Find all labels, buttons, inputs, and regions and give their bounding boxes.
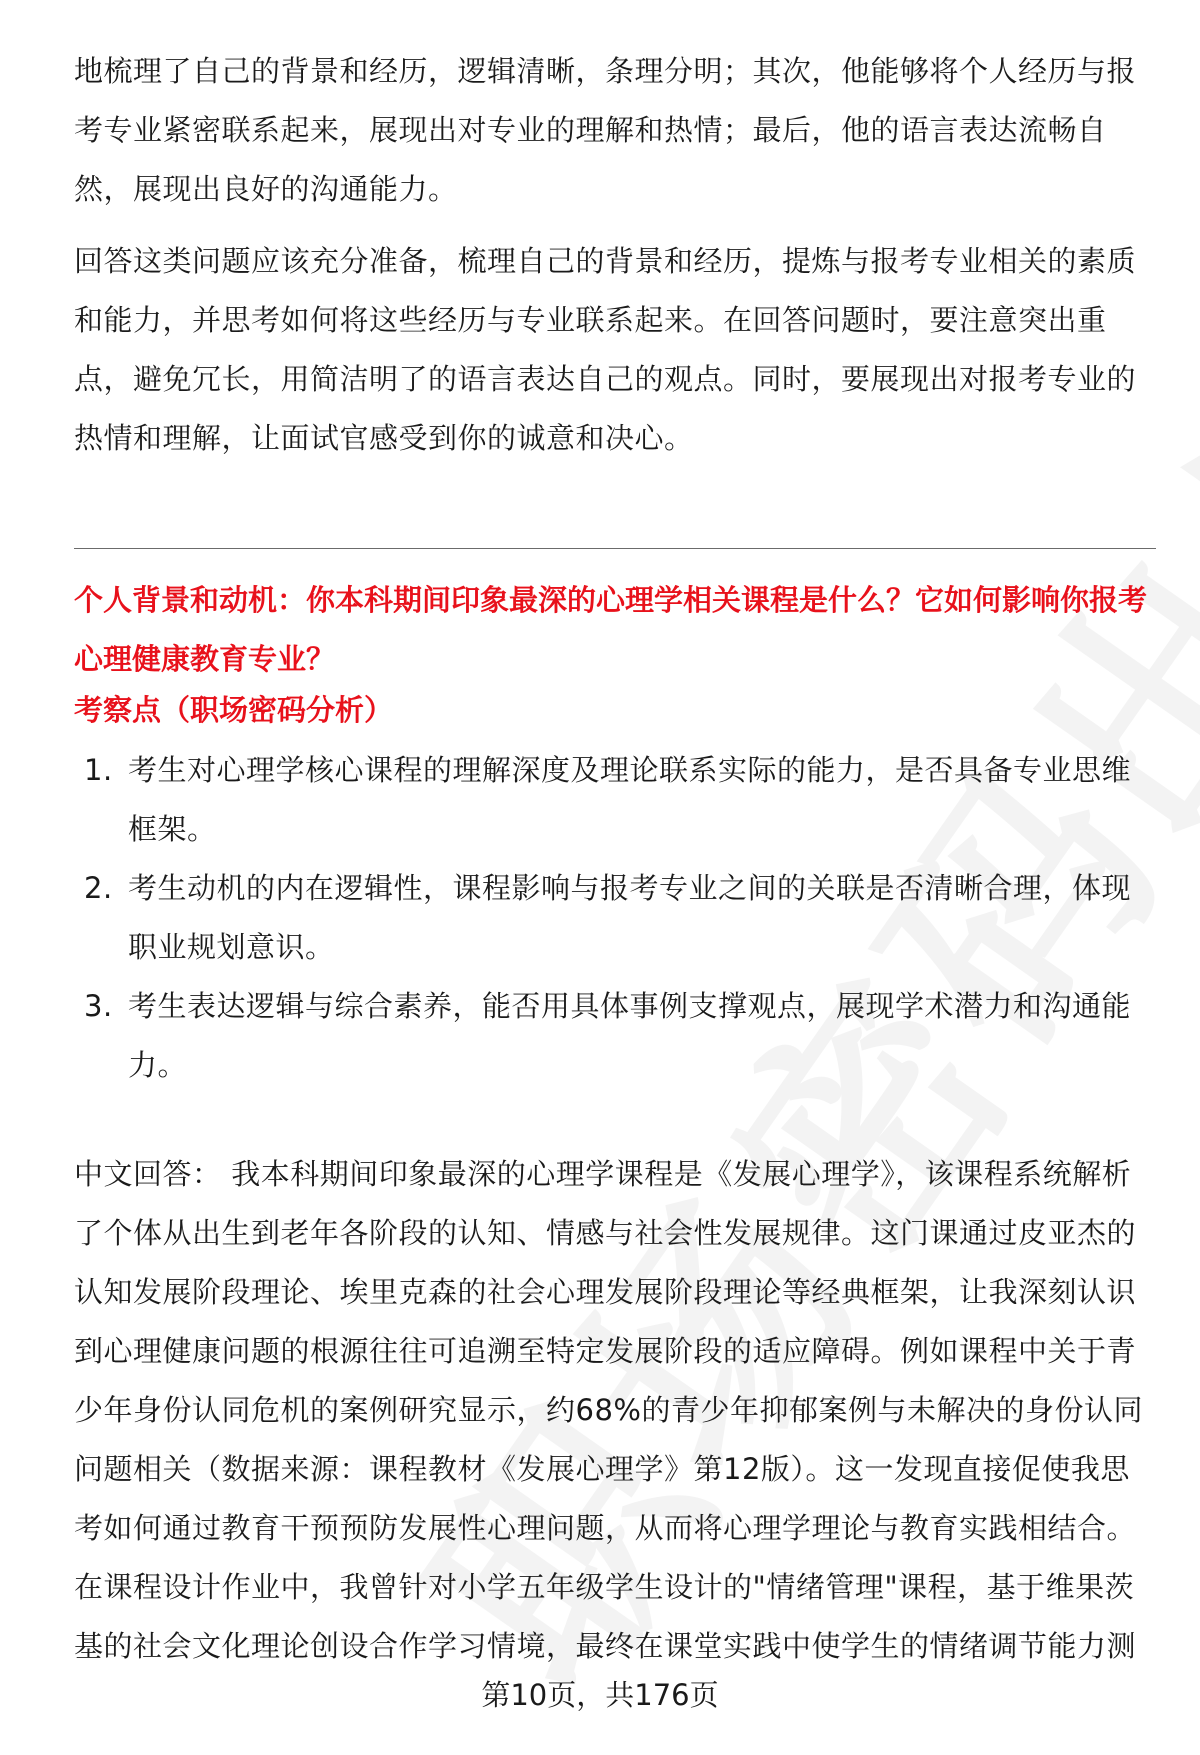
list-item-text: 考生表达逻辑与综合素养，能否用具体事例支撑观点，展现学术潜力和沟通能力。 <box>128 989 1132 1082</box>
section-heading: 考察点（职场密码分析） <box>74 693 394 727</box>
page-footer: 第10页，共176页 <box>481 1678 719 1712</box>
list-item-text: 考生动机的内在逻辑性，课程影响与报考专业之间的关联是否清晰合理，体现职业规划意识。 <box>128 871 1132 964</box>
list-item-number: 1. <box>84 753 113 787</box>
list-item-text: 考生对心理学核心课程的理解深度及理论联系实际的能力，是否具备专业思维框架。 <box>128 753 1132 846</box>
paragraph-advice: 回答这类问题应该充分准备，梳理自己的背景和经历，提炼与报考专业相关的素质和能力，并思考如何将这些经历与专业联系起来。在回答问题时，要注意突出重点，避免冗长，用简洁明了的语言表达自己的观点。同时，要展现出对报考专业的热情和理解，让面试官感受到你的诚意和决心。 <box>74 244 1137 455</box>
section-divider <box>74 548 1156 549</box>
list-item <box>74 741 1156 859</box>
list-item <box>74 977 1156 1095</box>
list-item <box>74 859 1156 977</box>
assessment-points-list <box>74 741 1156 1095</box>
answer-paragraph: 中文回答： 我本科期间印象最深的心理学课程是《发展心理学》，该课程系统解析了个体从出生到老年各阶段的认知、情感与社会性发展规律。这门课通过皮亚杰的认知发展阶段理论、埃里克森的社会心理发展阶段理论等经典框架，让我深刻认识到心理健康问题的根源往往可追溯至特定发展阶段的适应障碍。例如课程中关于青少年身份认同危机的案例研究显示，约68%的青少年抑郁案例与未解决的身份认同问题相关（数据来源：课程教材《发展心理学》第12版）。这一发现直接促使我思考如何通过教育干预预防发展性心理问题，从而将心理学理论与教育实践相结合。在课程设计作业中，我曾针对小学五年级学生设计的"情绪管理"课程，基于维果茨基的社会文化理论创设合作学习情境，最终在课堂实践中使学生的情绪调节能力测 <box>74 1157 1143 1663</box>
question-heading: 个人背景和动机：你本科期间印象最深的心理学相关课程是什么？它如何影响你报考心理健康教育专业？ <box>74 583 1148 676</box>
paragraph-continued: 地梳理了自己的背景和经历，逻辑清晰，条理分明；其次，他能够将个人经历与报考专业紧密联系起来，展现出对专业的理解和热情；最后，他的语言表达流畅自然，展现出良好的沟通能力。 <box>74 54 1137 206</box>
list-item-number: 3. <box>84 989 113 1023</box>
list-item-number: 2. <box>84 871 113 905</box>
